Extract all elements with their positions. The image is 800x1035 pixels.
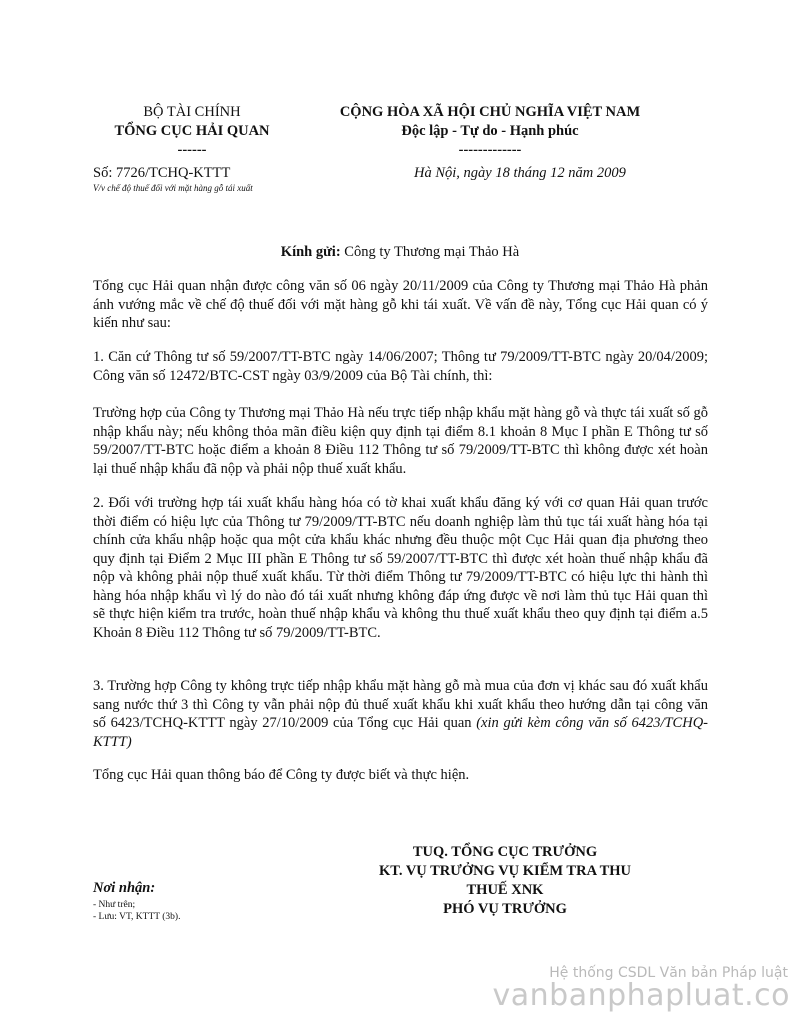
document-number: Số: 7726/TCHQ-KTTT bbox=[93, 165, 231, 181]
body-paragraph-3 bbox=[93, 677, 708, 751]
motto-separator: ------------- bbox=[458, 142, 522, 158]
document-subject: V/v chế độ thuế đối với mặt hàng gỗ tái xuất bbox=[93, 183, 253, 193]
recipient-line bbox=[0, 244, 800, 261]
watermark-caption: Hệ thống CSDL Văn bản Pháp luật bbox=[549, 965, 788, 981]
signature-line-3: THUẾ XNK bbox=[466, 882, 544, 898]
signature-block bbox=[350, 843, 660, 919]
nation-name: CỘNG HÒA XÃ HỘI CHỦ NGHĨA VIỆT NAM bbox=[339, 104, 641, 120]
body-paragraph-closing: Tổng cục Hải quan thông báo để Công ty được biết và thực hiện. bbox=[93, 767, 470, 783]
document-date: Hà Nội, ngày 18 tháng 12 năm 2009 bbox=[414, 165, 626, 181]
signature-line-1: TUQ. TỔNG CỤC TRƯỞNG bbox=[412, 844, 598, 860]
body-paragraph-3-text: 3. Trường hợp Công ty không trực tiếp nhập khẩu mặt hàng gỗ mà mua của đơn vị khác sau đó xuất khẩu sang nước thứ 3 thì Công ty vẫn phải nộp đủ thuế xuất khẩu khi xuất khẩu theo hướng dẫn tại công văn số 6423/TCHQ-KTTT ngày 27/10/2009 của Tổng cục Hải quan bbox=[93, 678, 708, 731]
body-paragraph-2: 2. Đối với trường hợp tái xuất khẩu hàng hóa có tờ khai xuất khẩu đăng ký với cơ quan Hải quan trước thời điểm có hiệu lực của Thông tư 79/2009/TT-BTC nếu doanh nghiệp làm thủ tục tái xuất hàng hóa tại chính cửa khẩu nhập hoặc qua một cửa khẩu khác nhưng đều thuộc một Cục Hải quan địa phương theo quy định tại Điểm 2 Mục III phần E Thông tư số 59/2007/TT-BTC thì được xét hoàn thuế nhập khẩu đã nộp và không phải nộp thuế xuất khẩu. Từ thời điểm Thông tư 79/2009/TT-BTC có hiệu lực thi hành thì hàng hóa nhập khẩu vì lý do nào đó tái xuất nhưng không đáp ứng được về nơi làm thủ tục Hải quan thì sẽ thực hiện kiểm tra trước, hoàn thuế nhập khẩu và không thu thuế xuất khẩu theo quy định tại điểm a.5 Khoản 8 Điều 112 Thông tư số 79/2009/TT-BTC. bbox=[93, 495, 708, 641]
body-paragraph-intro: Tổng cục Hải quan nhận được công văn số 06 ngày 20/11/2009 của Công ty Thương mại Thảo Hà phản ánh vướng mắc về chế độ thuế đối với mặt hàng gỗ khi tái xuất. Về vấn đề này, Tổng cục Hải quan có ý kiến như sau: bbox=[93, 278, 708, 331]
body-paragraph-1: 1. Căn cứ Thông tư số 59/2007/TT-BTC ngày 14/06/2007; Thông tư 79/2009/TT-BTC ngày 20/04/2009; Công văn số 12472/BTC-CST ngày 03/9/2009 của Bộ Tài chính, thì: bbox=[93, 349, 708, 384]
recipient-label: Kính gửi: bbox=[280, 244, 341, 260]
recipients-item: - Như trên; bbox=[93, 900, 136, 910]
signature-line-2: KT. VỤ TRƯỞNG VỤ KIỂM TRA THU bbox=[378, 863, 632, 879]
issuer-block bbox=[82, 103, 302, 160]
body-paragraph-1-detail: Trường hợp của Công ty Thương mại Thảo Hà nếu trực tiếp nhập khẩu mặt hàng gỗ và thực tái xuất số gỗ nhập khẩu này; nếu không thỏa mãn điều kiện quy định tại điểm 8.1 khoản 8 Mục I phần E Thông tư số 59/2007/TT-BTC hoặc điểm a khoản 8 Điều 112 Thông tư số 79/2009/TT-BTC thì không được xét hoàn lại thuế nhập khẩu đã nộp và phải nộp thuế xuất khẩu. bbox=[93, 405, 708, 477]
recipient-name: Công ty Thương mại Thảo Hà bbox=[340, 244, 520, 260]
department-name: TỔNG CỤC HẢI QUAN bbox=[114, 123, 270, 139]
recipients-list bbox=[93, 899, 180, 923]
recipients-item: - Lưu: VT, KTTT (3b). bbox=[93, 912, 181, 922]
body-paragraph-3-note: (xin gửi kèm công văn số 6423/TCHQ-KTTT) bbox=[93, 715, 708, 750]
national-motto: Độc lập - Tự do - Hạnh phúc bbox=[401, 123, 579, 139]
ministry-name: BỘ TÀI CHÍNH bbox=[143, 104, 241, 120]
issuer-separator: ------ bbox=[177, 142, 207, 158]
signature-line-4: PHÓ VỤ TRƯỞNG bbox=[443, 901, 567, 917]
watermark-domain: vanbanphapluat.co bbox=[492, 978, 790, 1013]
national-title-block bbox=[300, 103, 680, 160]
recipients-title: Nơi nhận: bbox=[93, 880, 156, 896]
